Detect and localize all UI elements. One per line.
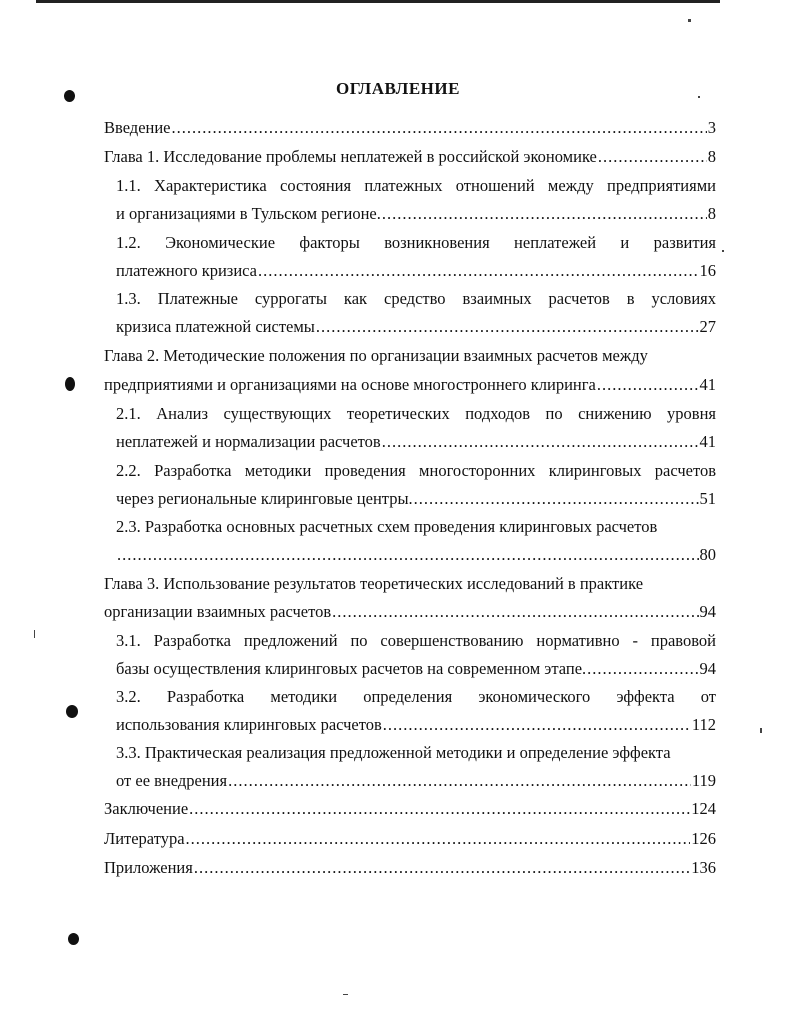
page-title: ОГЛАВЛЕНИЕ: [336, 79, 460, 98]
toc-page-number: 119: [691, 771, 716, 790]
toc-entry-last-line: [116, 260, 716, 282]
toc-leader: [172, 117, 707, 139]
toc-entry-line: 2.2. Разработка методики проведения многосторонних клиринговых расчетов: [116, 461, 716, 480]
toc-page-number: 136: [691, 858, 716, 877]
toc-page-number: 41: [699, 432, 716, 451]
scan-speck: [34, 630, 35, 638]
scan-blot: [66, 705, 78, 718]
toc-entry-text: использования клиринговых расчетов: [116, 715, 382, 734]
toc-entry-text: Глава 1. Исследование проблемы неплатежей в российской экономике: [104, 147, 597, 166]
toc-entry-text: Заключение: [104, 799, 189, 818]
scan-speck: [760, 728, 762, 733]
toc-entry-line: 1.2. Экономические факторы возникновения неплатежей и развития: [116, 233, 716, 252]
toc-entry-last-line: [116, 203, 716, 225]
toc-page-number: 16: [699, 261, 716, 280]
toc-entry-last-line: [104, 374, 716, 396]
toc-leader: [186, 828, 691, 850]
toc-page-number: 51: [699, 489, 716, 508]
scan-blot: [64, 90, 75, 102]
toc-entry-text: и организациями в Тульском регионе.: [116, 204, 381, 223]
toc-leader: [117, 544, 699, 566]
scan-top-edge: [36, 0, 720, 3]
toc-page-number: 3: [707, 118, 716, 137]
toc-entry-text: кризиса платежной системы: [116, 317, 315, 336]
toc-entry-line: 1.3. Платежные суррогаты как средство взаимных расчетов в условиях: [116, 289, 716, 308]
toc-entry-line: 3.2. Разработка методики определения экономического эффекта от: [116, 687, 716, 706]
toc-entry-line: 3.1. Разработка предложений по совершенствованию нормативно - правовой: [116, 631, 716, 650]
toc-entry-line: 2.3. Разработка основных расчетных схем проведения клиринговых расчетов: [116, 517, 658, 536]
toc-entry-conclusion[interactable]: [104, 798, 716, 820]
toc-leader: [316, 316, 699, 338]
toc-entry-last-line: [116, 488, 716, 510]
toc-entry-last-line: [116, 714, 716, 736]
toc-entry-chapter-1[interactable]: [104, 146, 716, 168]
toc-leader: [383, 714, 691, 736]
toc-entry-text: Литература: [104, 829, 185, 848]
toc-leader: [194, 857, 690, 879]
toc-leader: [414, 488, 699, 510]
toc-entry-text: платежного кризиса: [116, 261, 257, 280]
toc-leader: [228, 770, 691, 792]
toc-leader: [332, 601, 698, 623]
toc-page-number: 112: [691, 715, 716, 734]
toc-entry-introduction[interactable]: [104, 117, 716, 139]
toc-page-number: 8: [707, 204, 716, 223]
toc-page-number: 8: [707, 147, 716, 166]
toc-leader: [382, 203, 707, 225]
scan-speck: [343, 994, 348, 995]
toc-leader: [587, 658, 698, 680]
toc-entry-text: Введение: [104, 118, 171, 137]
toc-entry-literature[interactable]: [104, 828, 716, 850]
toc-entry-appendices[interactable]: [104, 857, 716, 879]
toc-page-number: 80: [699, 545, 716, 564]
toc-entry-line: 3.3. Практическая реализация предложенной методики и определение эффекта: [116, 743, 671, 762]
toc-entry-last-line: [116, 544, 716, 566]
toc-leader: [382, 431, 699, 453]
toc-entry-last-line: [116, 770, 716, 792]
toc-entry-last-line: [116, 431, 716, 453]
toc-leader: [597, 374, 699, 396]
toc-entry-line: Глава 3. Использование результатов теоретических исследований в практике: [104, 574, 644, 593]
toc-leader: [189, 798, 690, 820]
toc-leader: [598, 146, 707, 168]
toc-entry-last-line: [116, 316, 716, 338]
scan-speck: [688, 19, 691, 22]
scan-blot: [68, 933, 79, 945]
toc-leader: [258, 260, 699, 282]
toc-page-number: 27: [699, 317, 716, 336]
toc-entry-last-line: [116, 658, 716, 680]
scan-speck: [698, 96, 700, 98]
toc-entry-line: Глава 2. Методические положения по организации взаимных расчетов между: [104, 346, 648, 365]
scan-blot: [65, 377, 75, 391]
toc-entry-line: 2.1. Анализ существующих теоретических подходов по снижению уровня: [116, 404, 716, 423]
toc-entry-line: 1.1. Характеристика состояния платежных отношений между предприятиями: [116, 176, 716, 195]
toc-page-number: 94: [699, 602, 716, 621]
toc-page-number: 41: [699, 375, 716, 394]
scan-speck: [722, 250, 724, 252]
toc-page-number: 124: [691, 799, 716, 818]
toc-entry-text: через региональные клиринговые центры.: [116, 489, 413, 508]
toc-entry-text: предприятиями и организациями на основе многостроннего клиринга: [104, 375, 596, 394]
toc-entry-text: неплатежей и нормализации расчетов: [116, 432, 381, 451]
toc-page-number: 94: [699, 659, 716, 678]
toc-entry-last-line: [104, 601, 716, 623]
toc-page-number: 126: [691, 829, 716, 848]
toc-entry-text: от ее внедрения: [116, 771, 228, 790]
toc-entry-text: организации взаимных расчетов: [104, 602, 332, 621]
toc-entry-text: базы осуществления клиринговых расчетов на современном этапе.: [116, 659, 587, 678]
toc-entry-text: Приложения: [104, 858, 193, 877]
